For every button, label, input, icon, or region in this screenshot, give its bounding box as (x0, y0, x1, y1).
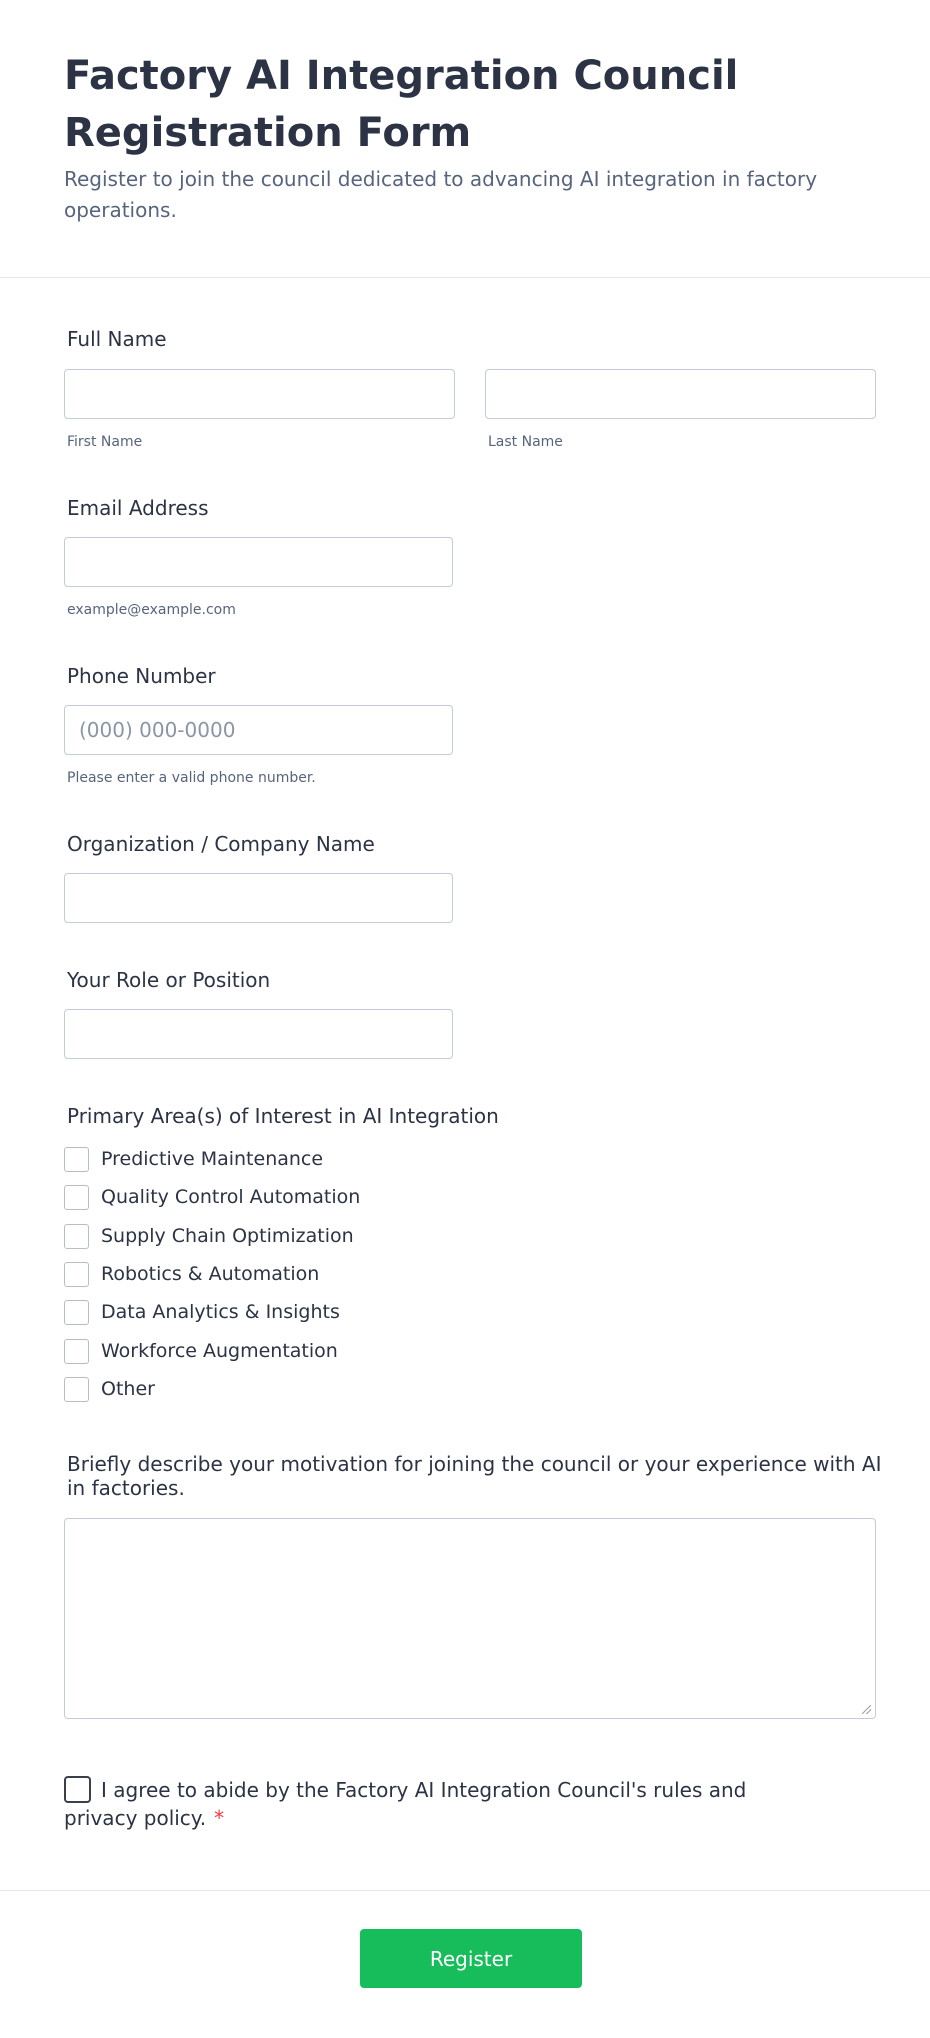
checkbox[interactable] (64, 1147, 89, 1172)
role-label: Your Role or Position (67, 968, 271, 992)
agreement-label: I agree to abide by the Factory AI Integration Council's rules and privacy policy. (64, 1778, 747, 1830)
checkbox[interactable] (64, 1224, 89, 1249)
interest-option-label: Quality Control Automation (101, 1186, 361, 1208)
checkbox[interactable] (64, 1262, 89, 1287)
agreement-row (64, 1776, 824, 1832)
agreement-checkbox[interactable] (64, 1776, 91, 1803)
last-name-input[interactable] (485, 369, 876, 419)
checkbox[interactable] (64, 1300, 89, 1325)
interest-option[interactable] (64, 1338, 338, 1364)
first-name-input[interactable] (64, 369, 455, 419)
interest-option[interactable] (64, 1299, 340, 1325)
full-name-label: Full Name (67, 327, 167, 351)
page-subtitle: Register to join the council dedicated to advancing AI integration in factory operations. (64, 167, 818, 222)
organization-label: Organization / Company Name (67, 832, 375, 856)
email-input[interactable] (64, 537, 453, 587)
phone-sublabel: Please enter a valid phone number. (67, 770, 316, 786)
phone-placeholder: (000) 000-0000 (79, 718, 236, 742)
phone-label: Phone Number (67, 664, 216, 688)
email-sublabel: example@example.com (67, 602, 236, 618)
motivation-label: Briefly describe your motivation for joining the council or your experience with AI in factories. (67, 1452, 882, 1500)
resize-handle-icon[interactable] (862, 1705, 871, 1714)
interest-option-label: Data Analytics & Insights (101, 1301, 340, 1323)
interests-label: Primary Area(s) of Interest in AI Integration (67, 1104, 499, 1128)
interest-option-label: Other (101, 1378, 155, 1400)
last-name-sublabel: Last Name (488, 434, 563, 450)
organization-input[interactable] (64, 873, 453, 923)
form-footer (0, 1890, 930, 2038)
phone-input[interactable] (64, 705, 453, 755)
interest-option-label: Robotics & Automation (101, 1263, 320, 1285)
interest-option[interactable] (64, 1376, 155, 1402)
interest-option-label: Supply Chain Optimization (101, 1225, 354, 1247)
interest-option-label: Workforce Augmentation (101, 1340, 338, 1362)
role-input[interactable] (64, 1009, 453, 1059)
checkbox[interactable] (64, 1339, 89, 1364)
register-button[interactable]: Register (360, 1929, 582, 1988)
first-name-sublabel: First Name (67, 434, 143, 450)
required-asterisk: * (214, 1806, 225, 1830)
interest-option[interactable] (64, 1223, 354, 1249)
form-header (0, 0, 930, 278)
checkbox[interactable] (64, 1377, 89, 1402)
motivation-textarea[interactable] (64, 1518, 876, 1719)
checkbox[interactable] (64, 1185, 89, 1210)
interest-option[interactable] (64, 1184, 360, 1210)
interest-option[interactable] (64, 1261, 319, 1287)
page-title: Factory AI Integration Council Registration Form (64, 53, 739, 156)
interest-option[interactable] (64, 1146, 323, 1172)
email-label: Email Address (67, 496, 209, 520)
interest-option-label: Predictive Maintenance (101, 1148, 324, 1170)
